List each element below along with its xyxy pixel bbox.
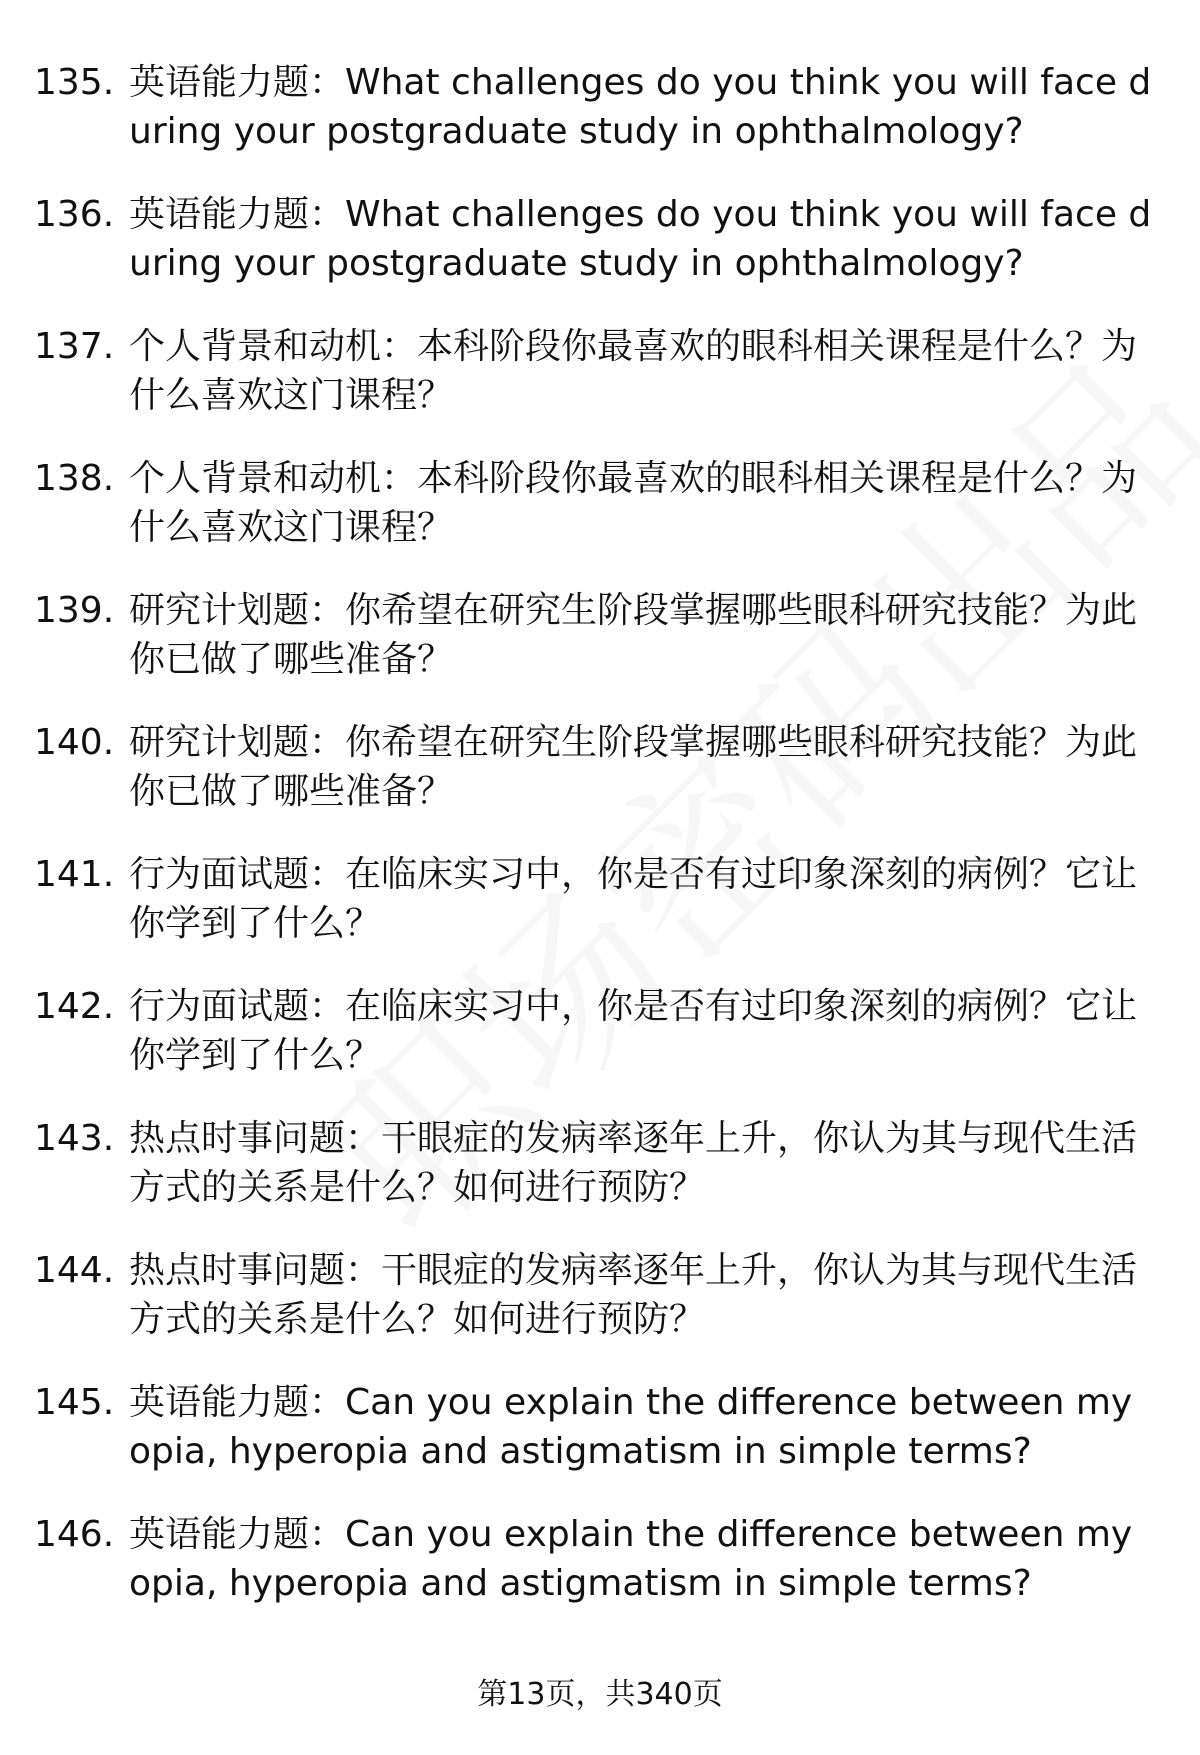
- question-item: [34, 1510, 1154, 1642]
- question-text: 英语能力题：Can you explain the difference between myopia, hyperopia and astigmatism in simple terms?: [129, 1382, 1133, 1472]
- question-text: 行为面试题：在临床实习中，你是否有过印象深刻的病例？它让你学到了什么？: [129, 854, 1138, 944]
- question-number: 146.: [34, 1514, 115, 1555]
- question-number: 139.: [34, 590, 115, 631]
- question-item: [34, 58, 1154, 190]
- question-item: [34, 322, 1154, 454]
- question-number: 137.: [34, 326, 115, 367]
- question-item: [34, 1246, 1154, 1378]
- question-number: 136.: [34, 194, 115, 235]
- question-item: [34, 454, 1154, 586]
- question-text: 研究计划题：你希望在研究生阶段掌握哪些眼科研究技能？为此你已做了哪些准备？: [129, 590, 1138, 680]
- question-item: [34, 1114, 1154, 1246]
- question-text: 行为面试题：在临床实习中，你是否有过印象深刻的病例？它让你学到了什么？: [129, 986, 1138, 1076]
- question-number: 140.: [34, 722, 115, 763]
- question-item: [34, 586, 1154, 718]
- question-number: 145.: [34, 1382, 115, 1423]
- question-text: 英语能力题：Can you explain the difference between myopia, hyperopia and astigmatism in simple terms?: [129, 1514, 1133, 1604]
- question-number: 142.: [34, 986, 115, 1027]
- question-text: 个人背景和动机：本科阶段你最喜欢的眼科相关课程是什么？为什么喜欢这门课程？: [129, 326, 1138, 416]
- question-text: 英语能力题：What challenges do you think you will face during your postgraduate study in ophthalmology?: [129, 194, 1152, 284]
- question-item: [34, 982, 1154, 1114]
- question-item: [34, 1378, 1154, 1510]
- question-number: 135.: [34, 62, 115, 103]
- question-item: [34, 190, 1154, 322]
- question-text: 热点时事问题：干眼症的发病率逐年上升，你认为其与现代生活方式的关系是什么？如何进行预防？: [129, 1118, 1138, 1208]
- question-number: 144.: [34, 1250, 115, 1291]
- question-text: 英语能力题：What challenges do you think you will face during your postgraduate study in ophthalmology?: [129, 62, 1152, 152]
- question-text: 研究计划题：你希望在研究生阶段掌握哪些眼科研究技能？为此你已做了哪些准备？: [129, 722, 1138, 812]
- question-list: [34, 58, 1154, 1642]
- question-item: [34, 718, 1154, 850]
- question-number: 143.: [34, 1118, 115, 1159]
- question-number: 141.: [34, 854, 115, 895]
- question-item: [34, 850, 1154, 982]
- page-footer: 第13页，共340页: [477, 1677, 723, 1712]
- question-text: 热点时事问题：干眼症的发病率逐年上升，你认为其与现代生活方式的关系是什么？如何进行预防？: [129, 1250, 1138, 1340]
- question-text: 个人背景和动机：本科阶段你最喜欢的眼科相关课程是什么？为什么喜欢这门课程？: [129, 458, 1138, 548]
- question-number: 138.: [34, 458, 115, 499]
